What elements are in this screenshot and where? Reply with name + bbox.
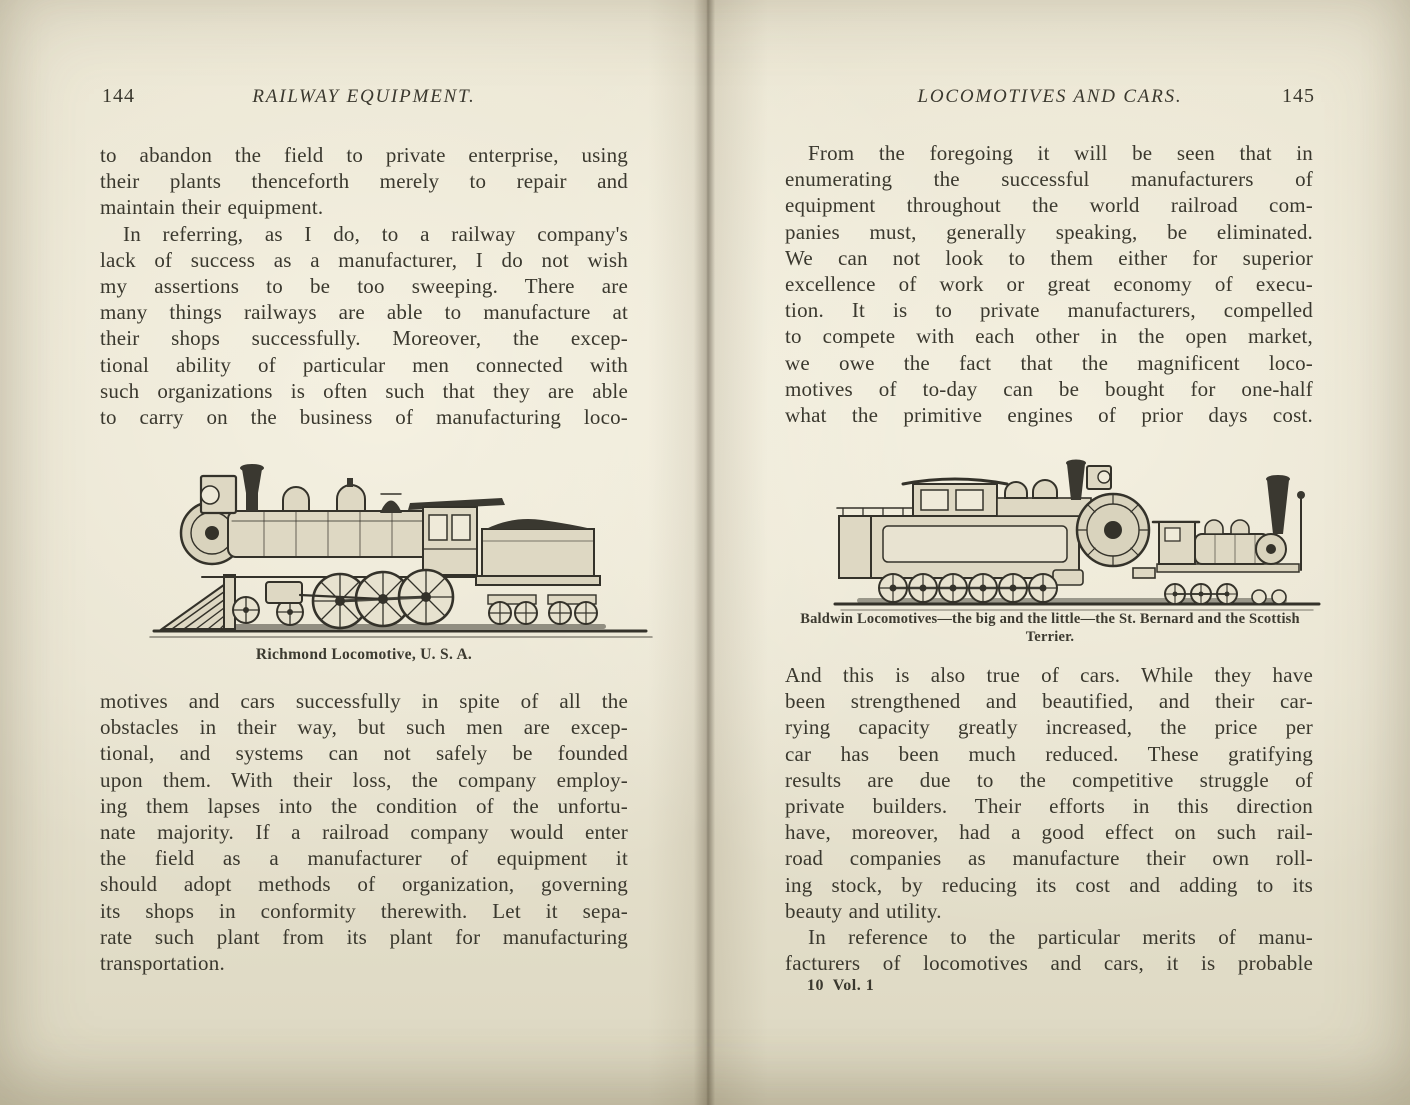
text-line: In reference to the particular merits of manu- xyxy=(808,925,1313,950)
caption-line: Terrier. xyxy=(1025,629,1075,645)
text-line: We can not look to them either for superior xyxy=(785,245,1313,270)
text-line: ing stock, by reducing its cost and adding to its xyxy=(785,872,1313,897)
text-line: rying capacity greatly increased, the price per xyxy=(785,715,1313,740)
left-page-number: 144 xyxy=(102,85,135,107)
paragraph xyxy=(100,221,628,431)
text-line: upon them. With their loss, the company employ- xyxy=(100,767,628,792)
text-line: panies must, generally speaking, be eliminated. xyxy=(785,219,1313,244)
text-line: my assertions to be too sweeping. There are xyxy=(100,274,628,299)
right-page-number: 145 xyxy=(1282,85,1315,107)
text-line: the field as a manufacturer of equipment it xyxy=(100,846,628,871)
left-header-row xyxy=(100,86,628,112)
text-line: tional, and systems can not safely be founded xyxy=(100,741,628,766)
text-line: nate majority. If a railroad company would enter xyxy=(100,820,628,845)
text-line: facturers of locomotives and cars, it is probable xyxy=(785,951,1313,976)
text-line: road companies as manufacture their own roll- xyxy=(785,846,1313,871)
caption-line: Baldwin Locomotives—the big and the little—the St. Bernard and the Scottish xyxy=(800,611,1300,627)
text-line: transportation. xyxy=(100,951,225,976)
text-line: obstacles in their way, but such men are excep- xyxy=(100,715,628,740)
text-line: private builders. Their efforts in this direction xyxy=(785,794,1313,819)
text-line: maintain their equipment. xyxy=(100,195,324,220)
text-line: motives and cars successfully in spite of all the xyxy=(100,689,628,713)
locomotives-drawing xyxy=(835,460,1319,611)
text-line: tional ability of particular men connected with xyxy=(100,352,628,377)
text-line: to carry on the business of manufacturing loco- xyxy=(100,405,628,430)
left-figure-caption: Richmond Locomotive, U. S. A. xyxy=(255,646,473,663)
richmond-locomotive-illustration xyxy=(140,445,660,645)
signature-mark: 10 Vol. 1 xyxy=(807,977,875,994)
tender-drawing xyxy=(476,519,600,624)
text-line: have, moreover, had a good effect on such rail- xyxy=(785,820,1313,845)
text-line: In referring, as I do, to a railway company's xyxy=(123,221,628,246)
page-right xyxy=(705,0,1410,1105)
text-line: their plants thenceforth merely to repair and xyxy=(100,169,628,194)
right-header-row xyxy=(785,86,1315,112)
right-figure-caption xyxy=(778,610,1322,646)
text-line: ing them lapses into the condition of the unfortu- xyxy=(100,793,628,818)
paragraph xyxy=(785,140,1313,428)
paragraph xyxy=(785,662,1313,924)
text-line: enumerating the successful manufacturers of xyxy=(785,167,1313,192)
text-line: rate such plant from its plant for manufacturing xyxy=(100,924,628,949)
little-locomotive-drawing xyxy=(1153,475,1305,604)
left-running-head: RAILWAY EQUIPMENT. xyxy=(252,86,476,107)
text-line: such organizations is often such that they are able xyxy=(100,378,628,403)
text-line: to abandon the field to private enterprise, using xyxy=(100,143,628,167)
text-line: motives of to-day can be bought for one-half xyxy=(785,376,1313,401)
text-line: excellence of work or great economy of execu- xyxy=(785,272,1313,297)
text-line: beauty and utility. xyxy=(785,898,942,923)
right-text-above-figure xyxy=(785,140,1313,428)
text-line: many things railways are able to manufacture at xyxy=(100,300,628,325)
text-line: From the foregoing it will be seen that in xyxy=(808,141,1313,165)
paragraph xyxy=(100,142,628,221)
text-line: lack of success as a manufacturer, I do not wish xyxy=(100,247,628,272)
text-line: tion. It is to private manufacturers, compelled xyxy=(785,298,1313,323)
text-line: their shops successfully. Moreover, the excep- xyxy=(100,326,628,351)
left-text-below-figure xyxy=(100,688,628,976)
big-locomotive-drawing xyxy=(837,460,1155,603)
paragraph xyxy=(100,688,628,976)
text-line: equipment throughout the world railroad com- xyxy=(785,193,1313,218)
text-line: should adopt methods of organization, governing xyxy=(100,872,628,897)
right-running-head: LOCOMOTIVES AND CARS. xyxy=(917,86,1183,107)
baldwin-locomotives-illustration xyxy=(827,452,1327,612)
text-line: car has been much reduced. These gratifying xyxy=(785,741,1313,766)
text-line: And this is also true of cars. While they have xyxy=(785,663,1313,687)
text-line: what the primitive engines of prior days cost. xyxy=(785,403,1313,428)
paragraph xyxy=(785,924,1313,976)
left-text-above-figure xyxy=(100,142,628,430)
text-line: to compete with each other in the open market, xyxy=(785,324,1313,349)
locomotive-drawing xyxy=(150,464,652,637)
right-text-below-figure xyxy=(785,662,1313,976)
text-line: been strengthened and beautified, and their car- xyxy=(785,689,1313,714)
text-line: we owe the fact that the magnificent loco- xyxy=(785,350,1313,375)
text-line: its shops in conformity therewith. Let it sepa- xyxy=(100,898,628,923)
text-line: results are due to the competitive struggle of xyxy=(785,767,1313,792)
